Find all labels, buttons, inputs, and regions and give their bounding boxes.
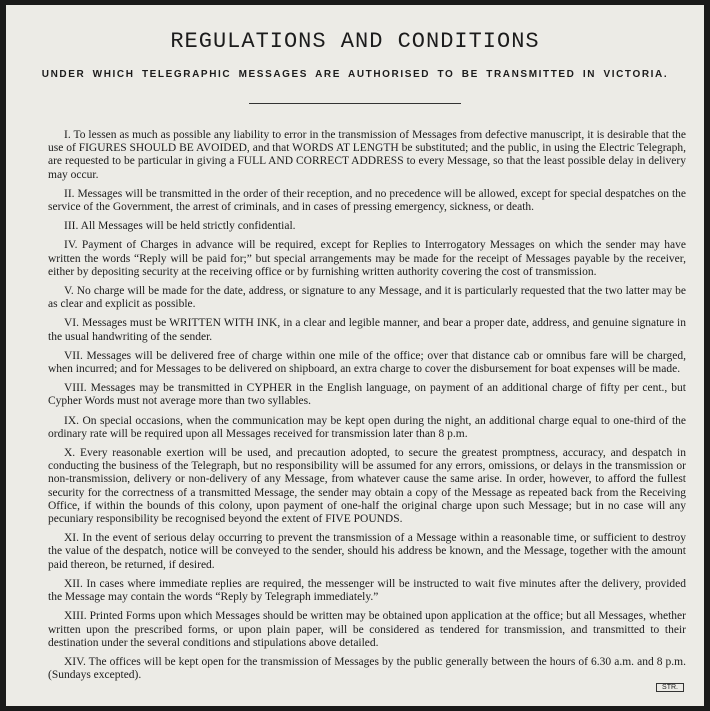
clause-3: III. All Messages will be held strictly confidential. (64, 220, 296, 233)
clause-10: X. Every reasonable exertion will be used, and precaution adopted, to secure the greatest promptness, accuracy, and despatch in conducting the business of the Telegraph, but no responsibility will be assumed for any errors, omissions, or delays in the transmission or non-transmission, delivery or non-delivery of any Message, from whatever cause the same arise. In order, however, to afford the fullest security for the correctness of a transmitted Message, the sender may obtain a copy of the Message as repeated back from the Receiving Office, if within the bounds of this colony, upon payment of one-half the original charge upon such Message; but in no case will any pecuniary responsibility be recognised beyond the extent of FIVE POUNDS. (48, 447, 686, 526)
clause-6: VI. Messages must be WRITTEN WITH INK, in a clear and legible manner, and bear a proper date, address, and genuine signature in the usual handwriting of the sender. (48, 317, 686, 343)
clause-8: VIII. Messages may be transmitted in CYPHER in the English language, on payment of an additional charge of fifty per cent., but Cypher Words must not average more than two syllables. (48, 382, 686, 408)
document-page (6, 5, 704, 706)
clause-5: V. No charge will be made for the date, address, or signature to any Message, and it is particularly requested that the two latter may be as clear and explicit as possible. (48, 285, 686, 311)
title-divider (249, 103, 461, 104)
printer-mark: STR. (656, 683, 684, 692)
clause-11: XI. In the event of serious delay occurring to prevent the transmission of a Message within a reasonable time, or sufficient to destroy the value of the despatch, notice will be conveyed to the sender, should his address be known, and the Message, together with the amount paid thereon, be returned, if desired. (48, 532, 686, 571)
clause-1: I. To lessen as much as possible any liability to error in the transmission of Messages from defective manuscript, it is desirable that the use of FIGURES SHOULD BE AVOIDED, and that WORDS AT LENGTH be substituted; and the public, in using the Electric Telegraph, are requested to be particular in giving a FULL AND CORRECT ADDRESS to every Message, so that the least possible delay in delivery may occur. (48, 129, 686, 181)
clause-13: XIII. Printed Forms upon which Messages should be written may be obtained upon application at the office; but all Messages, whether written upon the prescribed forms, or upon plain paper, will be considered as tendered for transmission, and transmitted to their destination under the several conditions and stipulations above detailed. (48, 610, 686, 649)
clause-12: XII. In cases where immediate replies are required, the messenger will be instructed to wait five minutes after the delivery, provided the Message may contain the words “Reply by Telegraph immediately.” (48, 577, 686, 604)
clause-14: XIV. The offices will be kept open for the transmission of Messages by the public generally between the hours of 6.30 a.m. and 8 p.m. (Sundays excepted). (48, 655, 686, 682)
regulations-body (48, 129, 686, 688)
clause-2: II. Messages will be transmitted in the order of their reception, and no precedence will be allowed, except for special despatches on the service of the Government, the arrest of criminals, and in cases of pressing emergency, sickness, or death. (48, 187, 686, 214)
clause-9: IX. On special occasions, when the communication may be kept open during the night, an additional charge equal to one-third of the ordinary rate will be required upon all Messages received for transmission later than 8 p.m. (48, 414, 686, 440)
clause-4: IV. Payment of Charges in advance will be required, except for Replies to Interrogatory Messages on which the sender may have written the words “Reply will be paid for;” but special arrangements may be made for the receipt of Messages payable by the receiver, either by depositing security at the receiving office or by furnishing written authority covering the cost of transmission. (48, 239, 686, 278)
document-subtitle: UNDER WHICH TELEGRAPHIC MESSAGES ARE AUTHORISED TO BE TRANSMITTED IN VICTORIA. (41, 69, 669, 80)
document-title: REGULATIONS AND CONDITIONS (170, 29, 540, 54)
clause-7: VII. Messages will be delivered free of charge within one mile of the office; over that distance cab or omnibus fare will be charged, when incurred; and for Messages to be delivered on shipboard, an extra charge to cover the disbursement for boat expenses will be made. (48, 349, 686, 376)
